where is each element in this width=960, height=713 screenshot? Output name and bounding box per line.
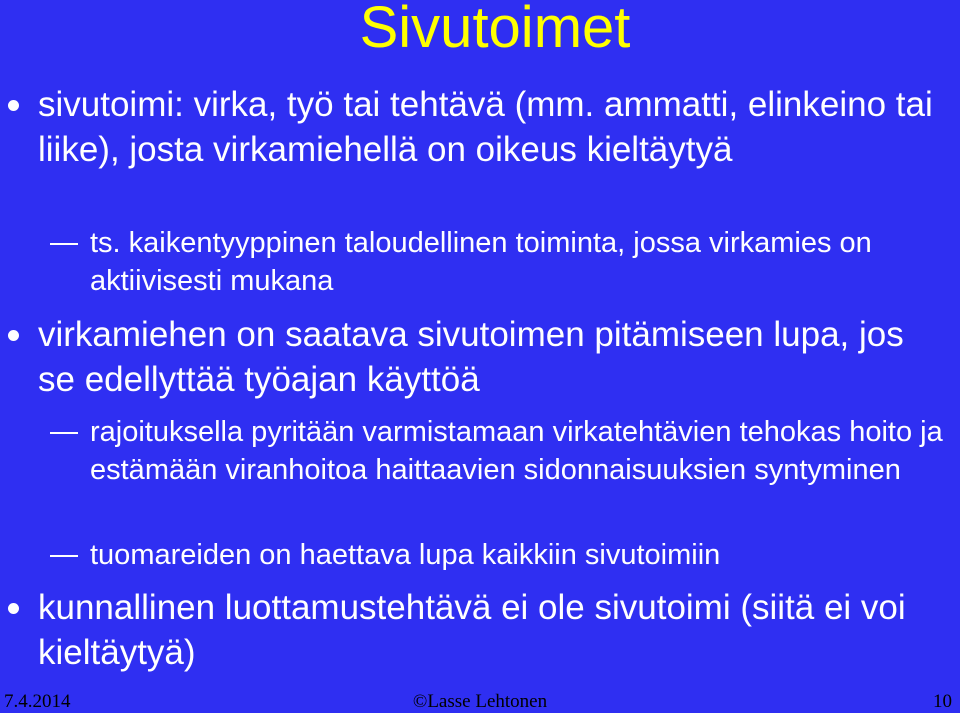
bullet-dot-icon	[8, 603, 19, 614]
dash-icon	[50, 243, 78, 245]
dash-icon	[50, 555, 78, 557]
bullet-text: kunnallinen luottamustehtävä ei ole sivutoimi (siitä ei voi kieltäytyä)	[38, 588, 906, 672]
footer-author: ©Lasse Lehtonen	[412, 691, 548, 712]
bullet-item	[38, 82, 948, 172]
bullet-dot-icon	[8, 100, 19, 111]
sub-bullet-text: rajoituksella pyritään varmistamaan virkatehtävien tehokas hoito ja estämään viranhoitoa haittaavien sidonnaisuuksien syntyminen	[90, 416, 943, 486]
bullet-text: virkamiehen on saatava sivutoimen pitämiseen lupa, jos se edellyttää työajan käyttöä	[38, 315, 904, 399]
sub-bullet-text: tuomareiden on haettava lupa kaikkiin sivutoimiin	[90, 539, 721, 571]
bullet-text: sivutoimi: virka, työ tai tehtävä (mm. ammatti, elinkeino tai liike), josta virkamiehellä on oikeus kieltäytyä	[38, 85, 933, 169]
sub-bullet-text: ts. kaikentyyppinen taloudellinen toiminta, jossa virkamies on aktiivisesti mukana	[90, 227, 872, 297]
dash-icon	[50, 432, 78, 434]
sub-bullet-item	[90, 224, 950, 300]
bullet-dot-icon	[8, 330, 19, 341]
sub-bullet-item	[90, 413, 950, 489]
bullet-item	[38, 312, 948, 402]
footer-page-number: 10	[933, 691, 952, 712]
footer-date: 7.4.2014	[4, 691, 71, 712]
slide-title: Sivutoimet	[359, 0, 631, 60]
bullet-item	[38, 585, 948, 675]
sub-bullet-item	[90, 536, 950, 574]
